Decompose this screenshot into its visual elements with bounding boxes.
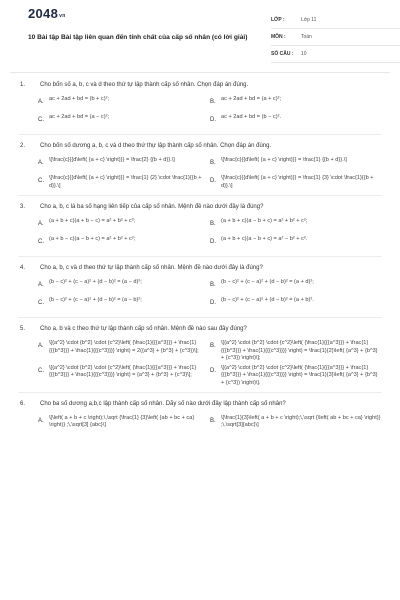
answer-letter: D.: [210, 117, 216, 123]
answer-text: \[\frac{c}{{d\left( {a + c} \right)}} = \frac{2} {{b + d}}.\]: [49, 157, 175, 163]
meta-subject: [271, 31, 400, 46]
answer-text: \[\frac{c}{{d\left( {a + c} \right)}} = \frac{1} {{b + d}}.\]: [221, 157, 347, 163]
answer-text: ac + 2ad + bd = (b − c)².: [221, 114, 282, 120]
meta-grade: [271, 14, 400, 29]
answer-letter: B.: [210, 343, 216, 349]
answer-letter: B.: [210, 160, 216, 166]
answer-options: [38, 277, 382, 313]
answer-options: [38, 216, 382, 252]
meta-value: Lớp 11: [301, 17, 317, 23]
answer-option-d[interactable]: [210, 363, 382, 388]
question-list: [18, 80, 382, 437]
question-1: [18, 80, 382, 141]
answer-row: [38, 295, 382, 313]
answer-text: (b − c)² + (c − a)² + (d − b)² = (a + b)².: [221, 297, 314, 303]
answer-text: ac + 2ad + bd = (a + c)²;: [221, 96, 282, 102]
answer-letter: D.: [210, 239, 216, 245]
answer-text: \[\frac{c}{{d\left( {a + c} \right)}} = \frac{1} {3} \cdot \frac{1}{{b + d}}.\]: [221, 175, 374, 189]
answer-letter: A.: [38, 99, 44, 105]
answer-row: [38, 94, 382, 112]
answer-text: (b − c)² + (c − a)² + (d − b)² = (a − d)²;: [49, 279, 142, 285]
meta-value: 10: [301, 51, 307, 57]
document-title: 10 Bài tập Bài tập liên quan đến tính chất của cấp số nhân (có lời giải): [28, 34, 248, 41]
meta-label: MÔN :: [271, 34, 286, 40]
answer-option-d[interactable]: [210, 173, 382, 191]
question-header: [18, 399, 382, 411]
answer-letter: C.: [38, 367, 44, 374]
question-5: [18, 324, 382, 399]
meta-value: Toán: [301, 34, 312, 40]
answer-options: [38, 338, 382, 388]
answer-letter: C.: [38, 117, 44, 123]
answer-row: [38, 112, 382, 130]
answer-letter: D.: [210, 300, 216, 306]
question-header: [18, 263, 382, 275]
answer-text: (a + b + c)(a − b + c) = a² + b² + c²;: [221, 218, 308, 224]
answer-option-a[interactable]: [38, 338, 210, 363]
answer-option-a[interactable]: [38, 94, 210, 112]
question-number: 2.: [20, 143, 26, 149]
answer-option-a[interactable]: [38, 155, 210, 173]
answer-option-b[interactable]: [210, 94, 382, 112]
answer-letter: A.: [38, 282, 44, 288]
answer-option-d[interactable]: [210, 112, 382, 130]
question-header: [18, 141, 382, 153]
answer-row: [38, 173, 382, 191]
answer-option-b[interactable]: [210, 413, 382, 431]
answer-row: [38, 413, 382, 431]
answer-row: [38, 234, 382, 252]
question-text: Cho a, b, c và d theo thứ tự lập thành cấp số nhân. Mệnh đề nào dưới đây là đúng?: [40, 265, 263, 271]
answer-option-d[interactable]: [210, 295, 382, 313]
question-3: [18, 202, 382, 263]
question-text: Cho ba số dương a,b,c lập thành cấp số nhân. Dãy số nào dưới đây lập thành cấp số nhân?: [40, 400, 286, 407]
question-6: [18, 399, 382, 437]
meta-label: SỐ CÂU :: [271, 51, 294, 57]
answer-letter: A.: [38, 417, 44, 424]
answer-option-c[interactable]: [38, 363, 210, 388]
answer-letter: A.: [38, 160, 44, 166]
answer-option-c[interactable]: [38, 173, 210, 191]
answer-text: \[\frac{1}{3}\left( a + b + c \right);\,\sqrt {\left( ab + bc + ca} \right)} ;\,\sqrt[3]{abc}\]: [221, 414, 381, 429]
answer-text: (a + b + c)(a + b − c) = a² + b² + c²;: [49, 218, 136, 224]
question-text: Cho a, b và c theo thứ tự lập thành cấp số nhân. Mệnh đề nào sau đây đúng?: [40, 326, 247, 332]
answer-letter: B.: [210, 221, 216, 227]
question-number: 3.: [20, 204, 26, 210]
answer-option-d[interactable]: [210, 234, 382, 252]
question-text: Cho bốn số a, b, c và d theo thứ tự lập thành cấp số nhân. Chọn đáp án đúng.: [40, 82, 249, 88]
answer-text: \[{a^2} \cdot {b^2} \cdot {c^2}\left( {\frac{1}{{{a^3}}} + \frac{1}{{{b^3}}} + \frac{1}{{{c^3}}}} \right) = {a^3} + {b^3} + {c^3}\];: [49, 364, 197, 379]
answer-letter: B.: [210, 282, 216, 288]
question-number: 5.: [20, 326, 26, 332]
answer-text: \[{a^2} \cdot {b^2} \cdot {c^2}\left( {\frac{1}{{{a^3}}} + \frac{1}{{{b^3}}} + \frac{1}{{{c^3}}}} \right) = 2({a^3} + {b^3} + {c^3})\];: [49, 340, 199, 354]
answer-text: (a + b − c)(a − b + c) = a² + b² + c²;: [49, 236, 136, 242]
answer-letter: A.: [38, 343, 44, 349]
answer-text: (b − c)² + (c − a)² + (d − b)² = (a + d)²;: [221, 279, 314, 285]
question-number: 4.: [20, 265, 26, 271]
question-4: [18, 263, 382, 324]
answer-row: [38, 155, 382, 173]
meta-label: LỚP :: [271, 17, 285, 23]
answer-text: (b − c)² + (c − a)² + (d − b)² = (a − b)²;: [49, 297, 142, 303]
question-divider: [18, 317, 382, 318]
question-divider: [18, 134, 382, 135]
answer-text: \[{a^2} \cdot {b^2} \cdot {c^2}\left( {\frac{1}{{{a^3}}} + \frac{1}{{{b^3}}} + \frac{1}{{{c^3}}}} \right) = \frac{1}{3}\left( {a^3} + {b^3} + {c^3}) \right)\].: [221, 364, 378, 386]
answer-row: [38, 277, 382, 295]
question-number: 1.: [20, 82, 26, 88]
answer-letter: A.: [38, 221, 44, 227]
answer-option-c[interactable]: [38, 112, 210, 130]
answer-options: [38, 413, 382, 431]
answer-text: \[{a^2} \cdot {b^2} \cdot {c^2}\left( {\frac{1}{{{a^3}}} + \frac{1}{{{b^3}}} + \frac{1}{{{c^3}}}} \right) = \frac{1}{2}\left( {a^3} + {b^3} + {c^3}) \right)\];: [221, 340, 378, 362]
answer-option-a[interactable]: [38, 277, 210, 295]
question-header: [18, 202, 382, 214]
question-header: [18, 324, 382, 336]
answer-letter: D.: [210, 367, 216, 374]
answer-text: (a + b + c)(a − b + c) = a² − b² + c².: [221, 236, 308, 242]
question-divider: [18, 195, 382, 196]
answer-options: [38, 155, 382, 191]
meta-question-count: [271, 48, 400, 63]
question-divider: [18, 256, 382, 257]
answer-letter: B.: [210, 417, 216, 424]
header-divider: [10, 72, 390, 73]
answer-text: \[\left( a + b + c \right);\,\sqrt {\frac{1} {3}\left( {ab + bc + ca} \right)} ;\,\sqrt[3] {abc}\]: [49, 414, 195, 429]
question-2: [18, 141, 382, 202]
answer-row: [38, 363, 382, 388]
question-divider: [18, 392, 382, 393]
answer-row: [38, 338, 382, 363]
answer-option-c[interactable]: [38, 295, 210, 313]
site-logo[interactable]: 2048vn: [28, 6, 66, 21]
answer-letter: C.: [38, 239, 44, 245]
answer-letter: D.: [210, 178, 216, 184]
question-number: 6.: [20, 400, 26, 407]
answer-letter: C.: [38, 178, 44, 184]
answer-options: [38, 94, 382, 130]
question-text: Cho a, b, c là ba số hạng liên tiếp của cấp số nhân. Mệnh đề nào dưới đây là đúng?: [40, 204, 264, 210]
answer-option-a[interactable]: [38, 413, 210, 431]
answer-option-b[interactable]: [210, 216, 382, 234]
answer-text: ac + 2ad + bd = (a − c)²;: [49, 114, 110, 120]
answer-text: \[\frac{c}{{d\left( {a + c} \right)}} = \frac{1} {2} \cdot \frac{1}{{b + d}}.\]: [49, 175, 202, 189]
header: [18, 0, 382, 64]
answer-option-b[interactable]: [210, 155, 382, 173]
answer-option-b[interactable]: [210, 338, 382, 363]
question-header: [18, 80, 382, 92]
answer-letter: B.: [210, 99, 216, 105]
answer-text: ac + 2ad + bd = (b + c)²;: [49, 96, 110, 102]
answer-option-b[interactable]: [210, 277, 382, 295]
answer-option-c[interactable]: [38, 234, 210, 252]
answer-letter: C.: [38, 300, 44, 306]
question-text: Cho bốn số dương a, b, c và d theo thứ thự lập thành cấp số nhân. Chọn đáp án đúng.: [40, 143, 272, 149]
logo-suffix: vn: [59, 13, 66, 19]
answer-option-a[interactable]: [38, 216, 210, 234]
document-meta: [271, 14, 400, 65]
answer-row: [38, 216, 382, 234]
